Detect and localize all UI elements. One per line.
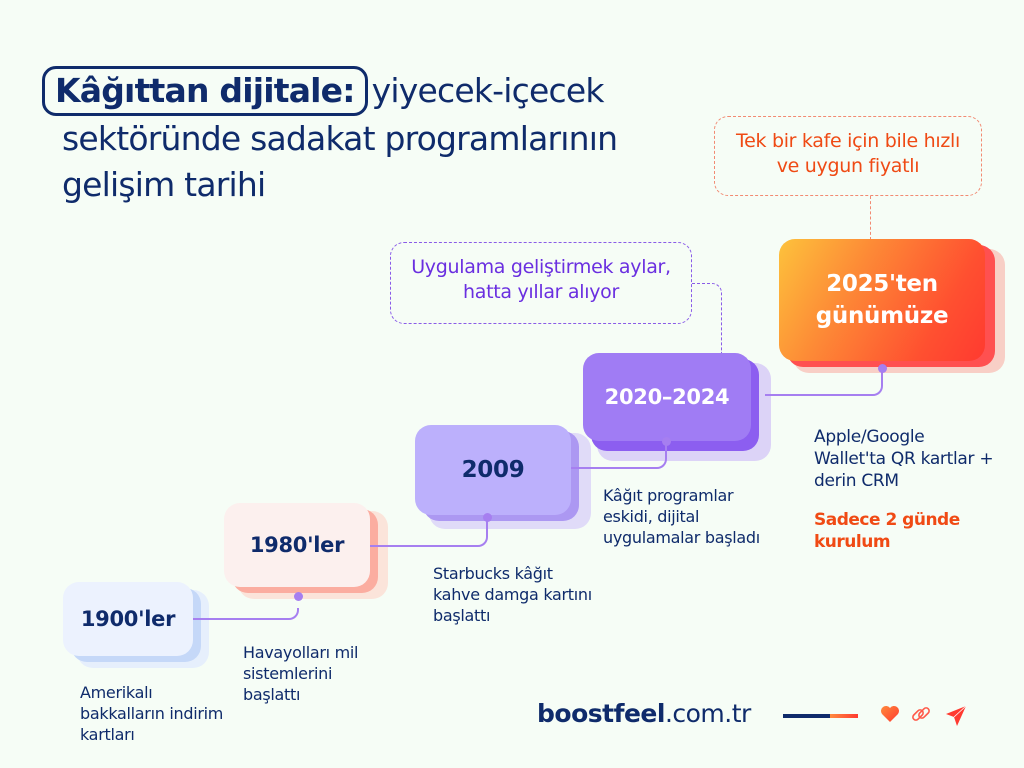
send-icon — [944, 704, 968, 728]
connector-dot — [294, 592, 303, 601]
timeline-label: 2009 — [415, 425, 571, 515]
timeline-description: Kâğıt programlar eskidi, dijital uygulamalar başladı — [603, 486, 760, 547]
connector-dot — [878, 364, 887, 373]
timeline-label: 2020–2024 — [583, 353, 751, 441]
heart-icon — [880, 705, 900, 723]
title-line2: sektöründe sadakat programlarının — [62, 119, 618, 158]
brand-logo — [537, 699, 751, 728]
callout-connector — [870, 196, 871, 240]
callout-affordable: Tek bir kafe için bile hızlı ve uygun fiyatlı — [714, 116, 982, 196]
title-line1: yiyecek-içecek — [371, 71, 604, 110]
timeline-connector — [765, 368, 883, 396]
timeline-highlight: Sadece 2 günde kurulum — [814, 510, 960, 552]
title-line3: gelişim tarihi — [62, 165, 266, 204]
brand-name: boostfeel — [537, 699, 665, 728]
callout-connector — [692, 283, 722, 353]
connector-dot — [483, 513, 492, 522]
timeline-connector — [370, 517, 488, 547]
link-icon — [910, 703, 932, 725]
timeline-description: Apple/Google Wallet'ta QR kartlar + derin CRM — [814, 427, 994, 491]
brand-domain: .com.tr — [664, 699, 751, 728]
page-title — [44, 66, 684, 208]
brand-divider — [783, 714, 858, 718]
timeline-connector — [571, 441, 667, 469]
timeline-label: 2025'ten günümüze — [779, 239, 985, 361]
timeline-connector — [193, 608, 299, 620]
timeline-label: 1900'ler — [63, 582, 193, 656]
timeline-description: Starbucks kâğıt kahve damga kartını başlattı — [433, 564, 592, 625]
timeline-label: 1980'ler — [224, 503, 370, 587]
callout-development-time: Uygulama geliştirmek aylar, hatta yıllar alıyor — [390, 242, 692, 324]
title-highlight: Kâğıttan dijitale: — [42, 66, 368, 116]
timeline-description: Havayolları mil sistemlerini başlattı — [243, 643, 359, 704]
timeline-description: Amerikalı bakkalların indirim kartları — [80, 683, 224, 744]
connector-dot — [662, 437, 671, 446]
